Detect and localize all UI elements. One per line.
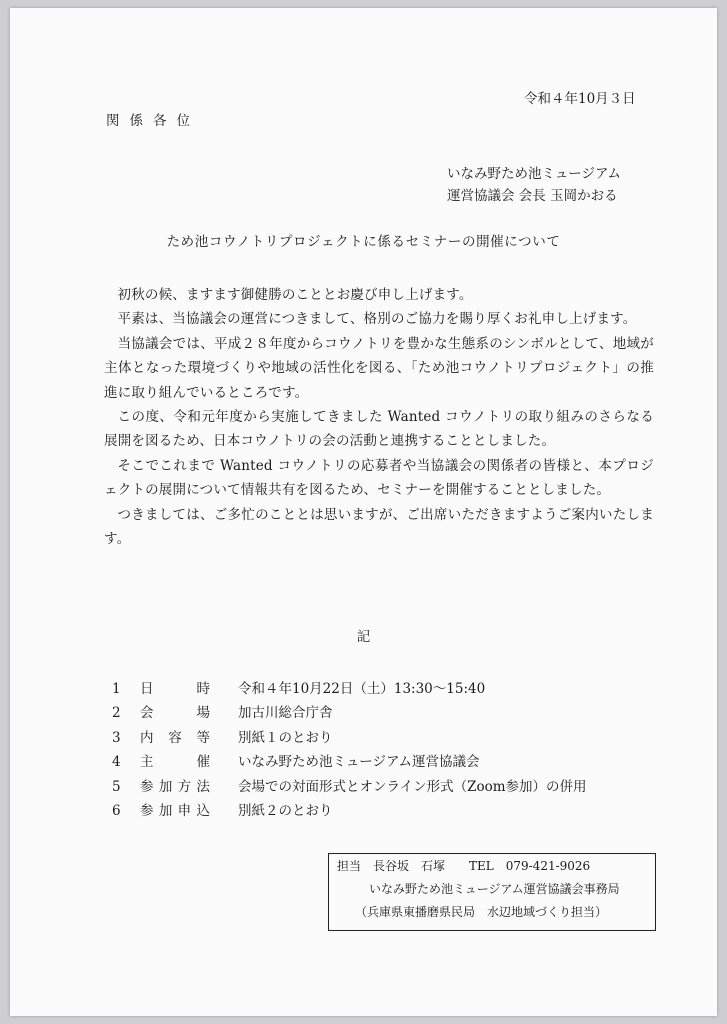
item-label: 主催 (140, 754, 210, 771)
item-value: 加古川総合庁舎 (238, 705, 333, 722)
item-number: 4 (112, 754, 121, 771)
sender-organization: いなみ野ため池ミュージアム (447, 166, 622, 182)
ki-heading: 記 (356, 629, 371, 645)
body-paragraph: 平素は、当協議会の運営につきまして、格別のご協力を賜り厚くお礼申し上げます。 (117, 311, 637, 328)
item-number: 2 (112, 705, 121, 722)
item-label: 参加方法 (140, 778, 210, 795)
body-paragraph: つきましては、ご多忙のこととは思いますが、ご出席いただきますようご案内いたします。 (104, 506, 654, 548)
contact-department-line: （兵庫県東播磨県民局 水辺地域づくり担当） (355, 905, 608, 919)
item-number: 3 (112, 729, 121, 746)
contact-office-line: いなみ野ため池ミュージアム運営協議会事務局 (369, 882, 620, 896)
item-number: 6 (112, 802, 121, 819)
body-paragraph: そこでこれまで Wanted コウノトリの応募者や当協議会の関係者の皆様と、本プロジェクトの展開について情報共有を図るため、セミナーを開催することとしました。 (104, 457, 654, 499)
addressee: 関係各位 (106, 113, 200, 129)
item-value: 別紙１のとおり (238, 729, 333, 746)
item-label: 内容等 (140, 729, 210, 746)
document-date: 令和４年10月３日 (524, 91, 636, 107)
item-value: 別紙２のとおり (238, 802, 333, 819)
item-value: 令和４年10月22日（土）13:30～15:40 (238, 681, 486, 697)
body-paragraph: この度、令和元年度から実施してきました Wanted コウノトリの取り組みのさらなる展開を図るため、日本コウノトリの会の活動と連携することとしました。 (104, 409, 654, 450)
contact-person-line: 担当 長谷坂 石塚 TEL 079-421-9026 (337, 859, 591, 873)
body-paragraph: 当協議会では、平成２８年度からコウノトリを豊かな生態系のシンボルとして、地域が主体となった環境づくりや地域の活性化を図る、「ため池コウノトリプロジェクト」の推進に取り組んでいるところです。 (104, 335, 654, 401)
item-label: 参加申込 (140, 802, 210, 819)
body-paragraph: 初秋の候、ますます御健勝のこととお慶び申し上げます。 (117, 287, 473, 303)
item-number: 1 (112, 681, 121, 697)
item-label: 会場 (140, 705, 210, 722)
sender-person: 運営協議会 会長 玉岡かおる (447, 188, 618, 204)
item-number: 5 (112, 778, 121, 795)
item-value: 会場での対面形式とオンライン形式（Zoom参加）の併用 (238, 778, 587, 795)
item-label: 日時 (140, 681, 210, 697)
item-value: いなみ野ため池ミュージアム運営協議会 (238, 754, 480, 771)
document-body (104, 283, 654, 551)
contact-box (328, 853, 656, 931)
document-page (10, 8, 717, 1016)
document-title: ため池コウノトリプロジェクトに係るセミナーの開催について (166, 234, 561, 250)
